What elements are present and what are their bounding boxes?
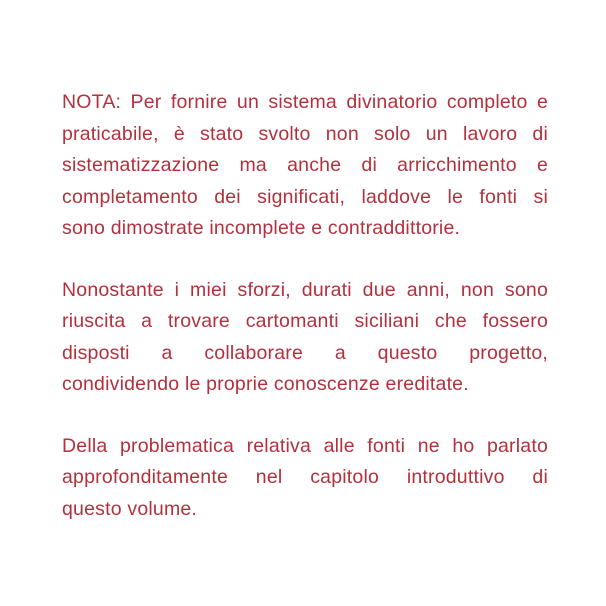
text-line: approfonditamente nel capitolo introduttivo di [62, 466, 548, 488]
text-line: praticabile, è stato svolto non solo un lavoro di [62, 122, 548, 145]
text-line: completamento dei significati, laddove le fonti si [62, 185, 548, 208]
paragraph-1 [62, 87, 548, 245]
text-line: sono dimostrate incomplete e contraddittorie. [62, 217, 461, 239]
text-line: disposti a collaborare a questo progetto, [62, 341, 548, 364]
text-line: Della problematica relativa alle fonti ne ho parlato [62, 434, 548, 457]
text-line: questo volume. [62, 497, 198, 520]
note-text-block [62, 87, 548, 555]
text-line: sistematizzazione ma anche di arricchimento e [62, 154, 548, 176]
text-line: condividendo le proprie conoscenze ereditate. [62, 373, 469, 395]
text-line: Nonostante i miei sforzi, durati due anni, non sono [62, 278, 548, 301]
text-line: riuscita a trovare cartomanti siciliani che fossero [62, 310, 548, 332]
paragraph-3 [62, 431, 548, 526]
paragraph-2 [62, 275, 548, 401]
text-line: NOTA: Per fornire un sistema divinatorio completo e [62, 91, 548, 113]
